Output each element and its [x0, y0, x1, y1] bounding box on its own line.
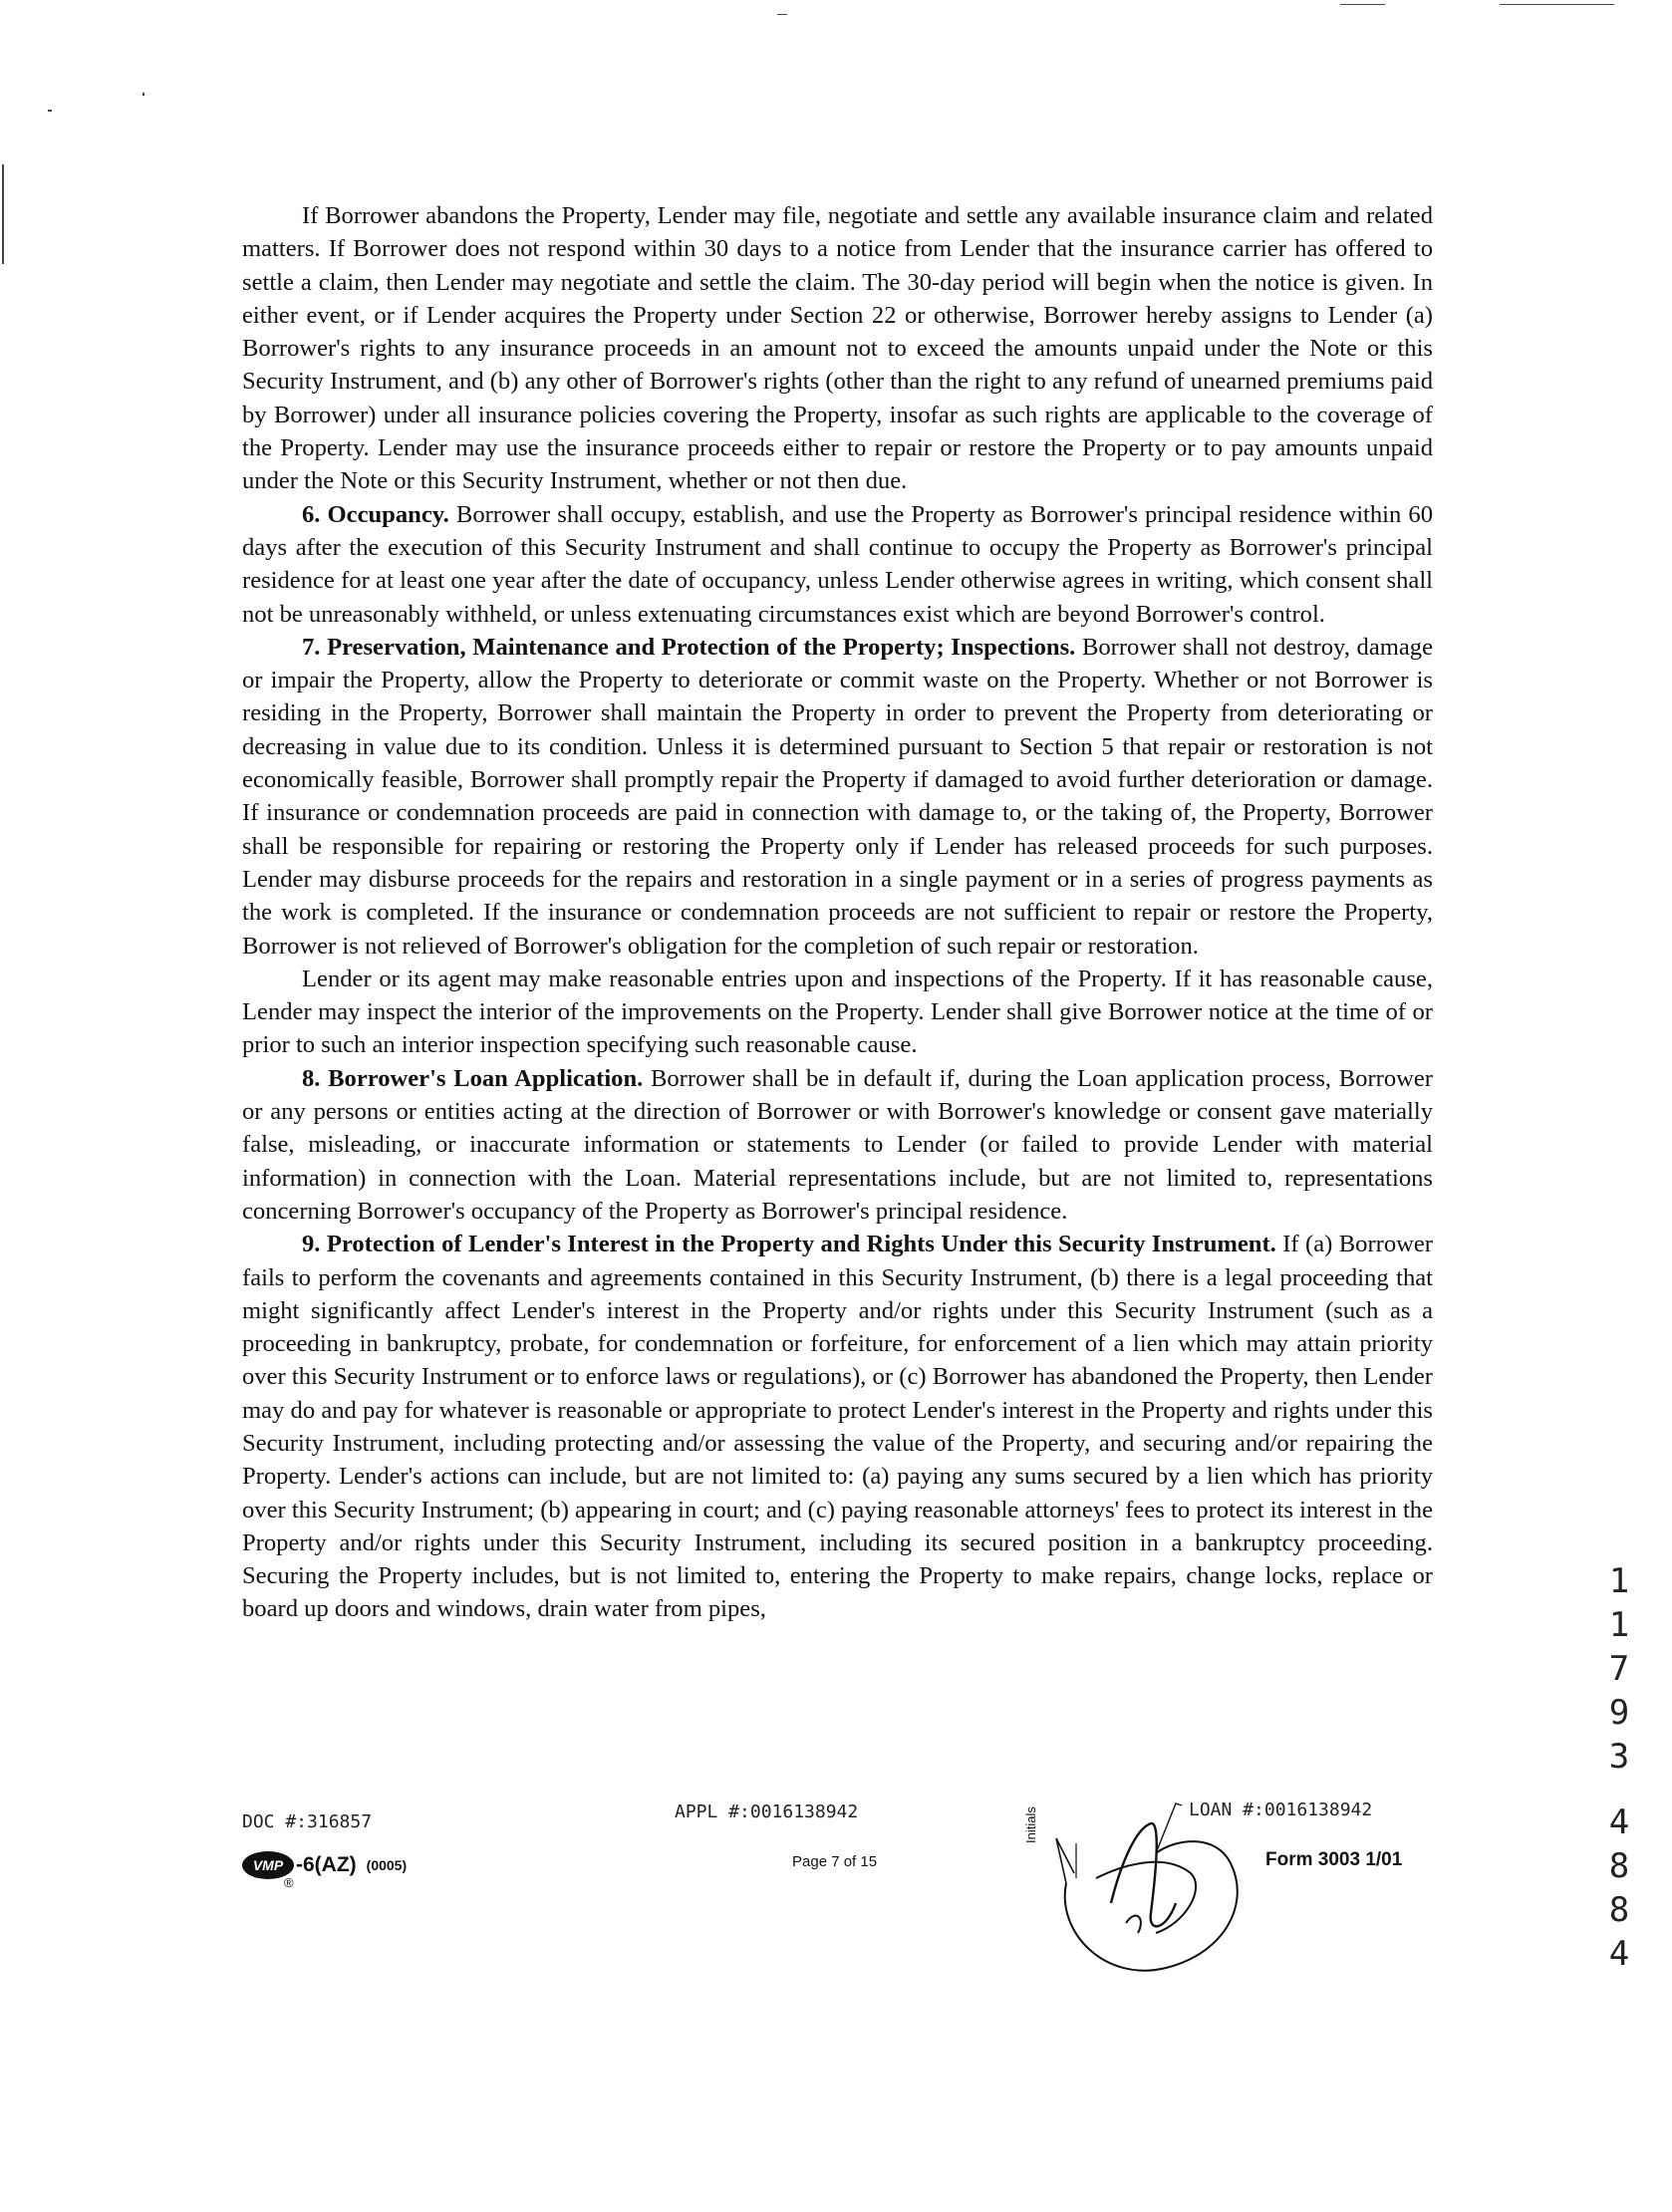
section-text: Borrower shall be in default if, during the Loan application process, Borrower or any persons or entities acting at the direction of Borrower or with Borrower's knowledge or consent gave materially false, misleading, or inaccurate information or statements to Lender (or failed to provide Lender with material information) in connection with the Loan. Material representations include, but are not limited to, representations concerning Borrower's occupancy of the Property as Borrower's principal residence. [242, 1064, 1433, 1225]
initials-label: Initials [1023, 1806, 1038, 1843]
registered-mark: ® [284, 1875, 294, 1890]
paragraph-insurance-abandon: If Borrower abandons the Property, Lender may file, negotiate and settle any available insurance claim and related matters. If Borrower does not respond within 30 days to a notice from Lender that the insurance carrier has offered to settle a claim, then Lender may negotiate and settle the claim. The 30-day period will begin when the notice is given. In either event, or if Lender acquires the Property under Section 22 or otherwise, Borrower hereby assigns to Lender (a) Borrower's rights to any insurance proceeds in an amount not to exceed the amounts unpaid under the Note or this Security Instrument, and (b) any other of Borrower's rights (other than the right to any refund of unearned premiums paid by Borrower) under all insurance policies covering the Property, insofar as such rights are applicable to the coverage of the Property. Lender may use the insurance proceeds either to repair or restore the Property or to pay amounts unpaid under the Note or this Security Instrument, whether or not then due. [242, 202, 1433, 495]
section-heading: 9. Protection of Lender's Interest in the Property and Rights Under this Security Instrument. [302, 1231, 1276, 1258]
side-digit: 1 [1608, 1605, 1630, 1645]
footer-appl-number: APPL #:0016138942 [675, 1801, 859, 1822]
paragraph-occupancy [242, 498, 1433, 631]
side-document-number [1599, 1559, 1639, 1976]
side-digit: 7 [1608, 1649, 1630, 1689]
vmp-logo: VMP [242, 1851, 294, 1879]
side-digit: 1 [1608, 1561, 1630, 1601]
paragraph-protection [242, 1228, 1433, 1626]
scan-artifact [2, 164, 4, 264]
side-digit: 9 [1608, 1693, 1630, 1733]
scan-artifact [1500, 4, 1614, 5]
side-digit: 4 [1608, 1802, 1630, 1842]
side-digit: 4 [1608, 1934, 1630, 1974]
section-text: If (a) Borrower fails to perform the covenants and agreements contained in this Security Instrument, (b) there is a legal proceeding that might significantly affect Lender's interest in the Property and/or rights under this Security Instrument (such as a proceeding in bankruptcy, probate, for condemnation or forfeiture, for enforcement of a lien which may attain priority over this Security Instrument or to enforce laws or regulations), or (c) Borrower has abandoned the Property, then Lender may do and pay for whatever is reasonable or appropriate to protect Lender's interest in the Property and rights under this Security Instrument, including protecting and/or assessing the value of the Property, and securing and/or repairing the Property. Lender's actions can include, but are not limited to: (a) paying any sums secured by a lien which has priority over this Security Instrument; (b) appearing in court; and (c) paying reasonable attorneys' fees to protect its interest in the Property and/or rights under this Security Instrument, including its secured position in a bankruptcy proceeding. Securing the Property includes, but is not limited to, entering the Property to make repairs, change locks, replace or board up doors and windows, drain water from pipes, [242, 1231, 1433, 1623]
footer-doc-number: DOC #:316857 [242, 1811, 373, 1832]
section-heading: 7. Preservation, Maintenance and Protection of the Property; Inspections. [302, 633, 1076, 661]
side-digit: 8 [1608, 1890, 1630, 1930]
body-text [242, 199, 1433, 1626]
footer-loan-number: LOAN #:0016138942 [1189, 1799, 1373, 1820]
scan-artifact [142, 93, 144, 96]
paragraph-preservation [242, 631, 1433, 963]
section-heading: 6. Occupancy. [302, 500, 449, 528]
paragraph-loan-application [242, 1062, 1433, 1228]
scan-artifact [1340, 4, 1385, 5]
form-logo [242, 1847, 407, 1883]
form-version: (0005) [366, 1857, 408, 1873]
section-text: Borrower shall not destroy, damage or impair the Property, allow the Property to deteriorate or commit waste on the Property. Whether or not Borrower is residing in the Property, Borrower shall maintain the Property in order to prevent the Property from deteriorating or decreasing in value due to its condition. Unless it is determined pursuant to Section 5 that repair or restoration is not economically feasible, Borrower shall promptly repair the Property if damaged to avoid further deterioration or damage. If insurance or condemnation proceeds are paid in connection with damage to, or the taking of, the Property, Borrower shall be responsible for repairing or restoring the Property only if Lender has released proceeds for such purposes. Lender may disburse proceeds for the repairs and restoration in a single payment or in a series of progress payments as the work is completed. If the insurance or condemnation proceeds are not sufficient to repair or restore the Property, Borrower is not relieved of Borrower's obligation for the completion of such repair or restoration. [242, 633, 1433, 960]
form-code: -6(AZ) [296, 1853, 357, 1876]
side-digit: 8 [1608, 1846, 1630, 1886]
page-number: Page 7 of 15 [792, 1853, 878, 1870]
section-text: Borrower shall occupy, establish, and use the Property as Borrower's principal residence within 60 days after the execution of this Security Instrument and shall continue to occupy the Property as Borrower's principal residence for at least one year after the date of occupancy, unless Lender otherwise agrees in writing, which consent shall not be unreasonably withheld, or unless extenuating circumstances exist which are beyond Borrower's control. [242, 500, 1433, 628]
side-digit: 3 [1608, 1737, 1630, 1777]
signature-initials [1026, 1784, 1275, 1983]
paragraph-inspections: Lender or its agent may make reasonable entries upon and inspections of the Property. If it has reasonable cause, Lender may inspect the interior of the improvements on the Property. Lender shall give Borrower notice at the time of or prior to such an interior inspection specifying such reasonable cause. [242, 965, 1433, 1059]
scan-artifact [48, 110, 52, 112]
scan-artifact [777, 14, 787, 15]
form-number: Form 3003 1/01 [1265, 1849, 1403, 1870]
section-heading: 8. Borrower's Loan Application. [302, 1064, 644, 1092]
